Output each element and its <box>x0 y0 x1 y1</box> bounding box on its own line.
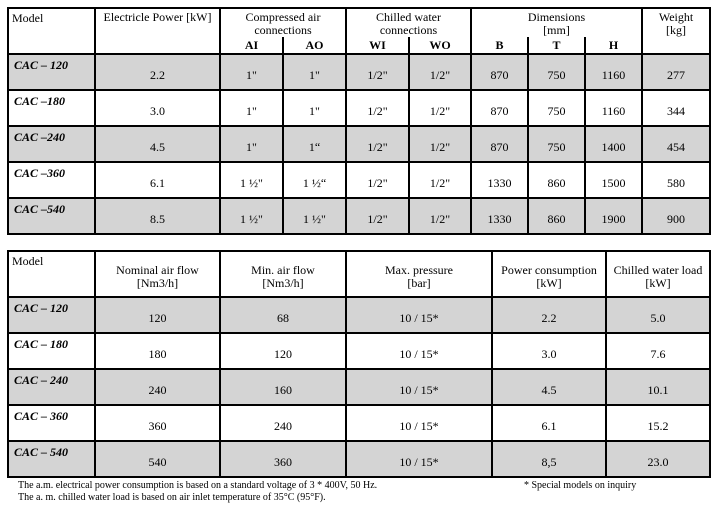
minflow-cell: 360 <box>220 441 346 477</box>
consumption-cell: 8,5 <box>492 441 606 477</box>
airflow-cell: 360 <box>95 405 220 441</box>
weight-cell: 900 <box>642 198 710 234</box>
power-cell: 8.5 <box>95 198 220 234</box>
wi-cell: 1/2" <box>346 198 409 234</box>
wo-cell: 1/2" <box>409 126 471 162</box>
ao-cell: 1 ½“ <box>283 162 346 198</box>
airflow-cell: 180 <box>95 333 220 369</box>
ai-cell: 1" <box>220 90 283 126</box>
h-cell: 1400 <box>585 126 642 162</box>
wi-cell: 1/2" <box>346 126 409 162</box>
model-cell: CAC – 240 <box>8 369 95 405</box>
header-ao: AO <box>283 37 346 54</box>
ai-cell: 1 ½" <box>220 198 283 234</box>
t-cell: 750 <box>528 54 585 90</box>
header-dimensions: Dimensions [mm] <box>471 8 642 37</box>
consumption-cell: 6.1 <box>492 405 606 441</box>
b-cell: 870 <box>471 126 528 162</box>
t-cell: 860 <box>528 162 585 198</box>
h-cell: 1160 <box>585 90 642 126</box>
consumption-cell: 2.2 <box>492 297 606 333</box>
header-model: Model <box>8 8 95 54</box>
power-cell: 3.0 <box>95 90 220 126</box>
header-max-pressure: Max. pressure [bar] <box>346 251 492 297</box>
header-power-consumption: Power consumption [kW] <box>492 251 606 297</box>
model-cell: CAC – 360 <box>8 405 95 441</box>
ao-cell: 1“ <box>283 126 346 162</box>
pressure-cell: 10 / 15* <box>346 405 492 441</box>
note-power: The a.m. electrical power consumption is based on a standard voltage of 3 * 400V, 50 Hz. <box>18 480 378 491</box>
ai-cell: 1" <box>220 126 283 162</box>
specs-table-dimensions <box>7 7 711 235</box>
weight-cell: 580 <box>642 162 710 198</box>
note-special-models: * Special models on inquiry <box>524 480 637 491</box>
ao-cell: 1" <box>283 90 346 126</box>
wi-cell: 1/2" <box>346 162 409 198</box>
power-cell: 2.2 <box>95 54 220 90</box>
wo-cell: 1/2" <box>409 54 471 90</box>
pressure-cell: 10 / 15* <box>346 297 492 333</box>
table-row <box>8 333 710 369</box>
ai-cell: 1" <box>220 54 283 90</box>
airflow-cell: 540 <box>95 441 220 477</box>
pressure-cell: 10 / 15* <box>346 441 492 477</box>
power-cell: 4.5 <box>95 126 220 162</box>
t-cell: 750 <box>528 126 585 162</box>
b-cell: 1330 <box>471 198 528 234</box>
header-model: Model <box>8 251 95 297</box>
specs-table-performance <box>7 250 711 478</box>
wi-cell: 1/2" <box>346 90 409 126</box>
airflow-cell: 120 <box>95 297 220 333</box>
wo-cell: 1/2" <box>409 162 471 198</box>
header-chilled-water: Chilled water connections <box>346 8 471 37</box>
table-row <box>8 162 710 198</box>
header-power: Electricle Power [kW] <box>95 8 220 54</box>
table-row <box>8 441 710 477</box>
model-cell: CAC – 540 <box>8 441 95 477</box>
weight-cell: 454 <box>642 126 710 162</box>
chilled-load-cell: 23.0 <box>606 441 710 477</box>
consumption-cell: 4.5 <box>492 369 606 405</box>
b-cell: 870 <box>471 54 528 90</box>
wo-cell: 1/2" <box>409 198 471 234</box>
model-cell: CAC – 120 <box>8 54 95 90</box>
header-wo: WO <box>409 37 471 54</box>
minflow-cell: 160 <box>220 369 346 405</box>
weight-cell: 344 <box>642 90 710 126</box>
header-compressed-air: Compressed air connections <box>220 8 346 37</box>
ao-cell: 1 ½" <box>283 198 346 234</box>
h-cell: 1160 <box>585 54 642 90</box>
header-wi: WI <box>346 37 409 54</box>
pressure-cell: 10 / 15* <box>346 369 492 405</box>
h-cell: 1900 <box>585 198 642 234</box>
model-cell: CAC –240 <box>8 126 95 162</box>
header-b: B <box>471 37 528 54</box>
wo-cell: 1/2" <box>409 90 471 126</box>
header-weight: Weight [kg] <box>642 8 710 54</box>
minflow-cell: 240 <box>220 405 346 441</box>
minflow-cell: 68 <box>220 297 346 333</box>
note-chilled-load: The a. m. chilled water load is based on air inlet temperature of 35°C (95°F). <box>18 492 326 503</box>
table-row <box>8 405 710 441</box>
consumption-cell: 3.0 <box>492 333 606 369</box>
ao-cell: 1" <box>283 54 346 90</box>
ai-cell: 1 ½" <box>220 162 283 198</box>
table-row <box>8 369 710 405</box>
airflow-cell: 240 <box>95 369 220 405</box>
t-cell: 750 <box>528 90 585 126</box>
weight-cell: 277 <box>642 54 710 90</box>
chilled-load-cell: 10.1 <box>606 369 710 405</box>
table-row <box>8 297 710 333</box>
model-cell: CAC –180 <box>8 90 95 126</box>
model-cell: CAC –360 <box>8 162 95 198</box>
h-cell: 1500 <box>585 162 642 198</box>
b-cell: 870 <box>471 90 528 126</box>
minflow-cell: 120 <box>220 333 346 369</box>
table-row <box>8 198 710 234</box>
header-min-air-flow: Min. air flow [Nm3/h] <box>220 251 346 297</box>
t-cell: 860 <box>528 198 585 234</box>
header-ai: AI <box>220 37 283 54</box>
wi-cell: 1/2" <box>346 54 409 90</box>
power-cell: 6.1 <box>95 162 220 198</box>
table-row <box>8 54 710 90</box>
pressure-cell: 10 / 15* <box>346 333 492 369</box>
model-cell: CAC –540 <box>8 198 95 234</box>
table-row <box>8 126 710 162</box>
header-chilled-water-load: Chilled water load [kW] <box>606 251 710 297</box>
table-row <box>8 90 710 126</box>
chilled-load-cell: 7.6 <box>606 333 710 369</box>
header-h: H <box>585 37 642 54</box>
chilled-load-cell: 5.0 <box>606 297 710 333</box>
header-t: T <box>528 37 585 54</box>
b-cell: 1330 <box>471 162 528 198</box>
model-cell: CAC – 180 <box>8 333 95 369</box>
header-nominal-air-flow: Nominal air flow [Nm3/h] <box>95 251 220 297</box>
model-cell: CAC – 120 <box>8 297 95 333</box>
chilled-load-cell: 15.2 <box>606 405 710 441</box>
